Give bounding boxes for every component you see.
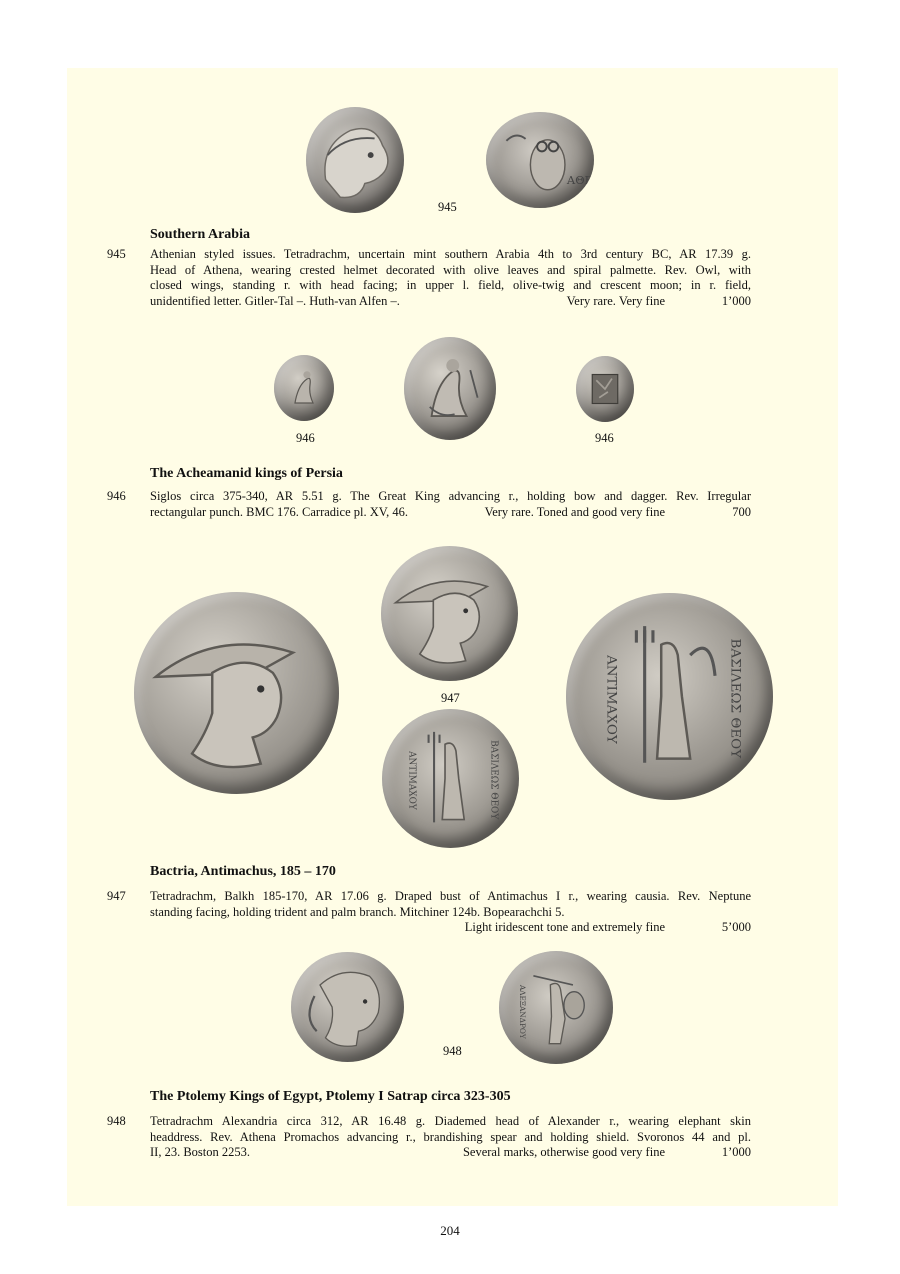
lot-946-price: 700 <box>732 504 751 519</box>
king-archer-icon <box>404 337 496 440</box>
desc-last-line: II, 23. Boston 2253. <box>150 1145 250 1160</box>
lot-948-description <box>150 1114 751 1161</box>
neptune-icon <box>566 593 773 800</box>
coin-legend-left: ΑΝΤΙΜΑΧΟΥ <box>603 655 619 744</box>
desc-line: standing facing, holding trident and palm branch. Mitchiner 124b. Bopearachchi 5. <box>150 904 565 919</box>
desc-line: closed wings, standing r. with head facing; in upper l. field, olive-twig and crescent moon; in r. field, <box>150 278 751 293</box>
coin-947-reverse-enlarged <box>566 593 773 800</box>
coin-legend-right: ΒΑΣΙΛΕΩΣ ΘΕΟΥ <box>488 740 499 820</box>
lot-946-heading: The Acheamanid kings of Persia <box>150 466 343 481</box>
coin-946-obverse-large <box>404 337 496 440</box>
coin-947-obverse-enlarged <box>134 592 339 794</box>
king-archer-icon <box>274 355 334 421</box>
page-number: 204 <box>440 1223 460 1238</box>
coin-948-obverse-alexander <box>291 952 404 1062</box>
coin-945-obverse-athena <box>306 107 404 213</box>
lot-947-description <box>150 889 751 936</box>
coin-947-obverse <box>381 546 518 681</box>
lot-947-heading: Bactria, Antimachus, 185 – 170 <box>150 864 336 879</box>
coin-947-reverse <box>382 709 519 848</box>
incuse-punch-icon <box>576 356 634 422</box>
desc-line: Tetradrachm, Balkh 185-170, AR 17.06 g. Draped bust of Antimachus I r., wearing causia. Rev. Neptune <box>150 889 751 903</box>
antimachus-bust-icon <box>381 546 518 681</box>
desc-line: Tetradrachm Alexandria circa 312, AR 16.48 g. Diademed head of Alexander r., wearing elephant skin <box>150 1114 751 1128</box>
coin-945-reverse-owl <box>486 112 594 208</box>
lot-946-image-label-2: 946 <box>595 431 614 445</box>
lot-945-number: 945 <box>107 247 126 261</box>
coin-legend-left: ΑΝΤΙΜΑΧΟΥ <box>406 751 417 810</box>
athena-promachos-icon <box>499 951 613 1064</box>
desc-line: Athenian styled issues. Tetradrachm, uncertain mint southern Arabia 4th to 3rd century BC, AR 17.39 g. <box>150 247 751 261</box>
lot-945-grade: Very rare. Very fine <box>566 293 665 308</box>
lot-948-grade: Several marks, otherwise good very fine <box>462 1145 665 1160</box>
coin-948-reverse-athena <box>499 951 613 1064</box>
lot-945-description <box>150 247 751 309</box>
lot-945-price: 1’000 <box>721 293 751 308</box>
lot-946-number: 946 <box>107 489 126 503</box>
coin-legend-right: ΒΑΣΙΛΕΩΣ ΘΕΟΥ <box>727 638 743 759</box>
lot-945-heading: Southern Arabia <box>150 227 250 242</box>
lot-948-number: 948 <box>107 1114 126 1128</box>
lot-947-image-label: 947 <box>441 691 460 705</box>
lot-948-image-label: 948 <box>443 1044 462 1058</box>
lot-948-price: 1’000 <box>721 1145 751 1160</box>
desc-line: headdress. Rev. Athena Promachos advancing r., brandishing spear and holding shield. Svoronos 44 and pl. <box>150 1129 751 1144</box>
lot-946-image-label-1: 946 <box>296 431 315 445</box>
lot-947-price: 5’000 <box>721 920 751 935</box>
desc-line: Siglos circa 375-340, AR 5.51 g. The Great King advancing r., holding bow and dagger. Rev. Irregular <box>150 489 751 503</box>
lot-948-heading: The Ptolemy Kings of Egypt, Ptolemy I Satrap circa 323-305 <box>150 1089 511 1104</box>
neptune-icon <box>382 709 519 848</box>
lot-947-grade: Light iridescent tone and extremely fine <box>464 920 665 935</box>
coin-946-reverse-punch <box>576 356 634 422</box>
owl-legend: ΑΘΕ <box>566 173 594 187</box>
athena-head-icon <box>306 107 404 213</box>
coin-legend: ΑΛΕΞΑΝΔΡΟΥ <box>517 984 527 1039</box>
lot-946-grade: Very rare. Toned and good very fine <box>484 504 665 519</box>
lot-947-number: 947 <box>107 889 126 903</box>
alexander-elephant-head-icon <box>291 952 404 1062</box>
owl-icon <box>486 112 594 208</box>
coin-946-obverse-small <box>274 355 334 421</box>
antimachus-bust-icon <box>134 592 339 794</box>
desc-last-line: rectangular punch. BMC 176. Carradice pl. XV, 46. <box>150 504 409 519</box>
lot-945-image-label: 945 <box>438 200 457 214</box>
desc-line: Head of Athena, wearing crested helmet decorated with olive leaves and spiral palmette. Rev. Owl, with <box>150 262 751 277</box>
lot-946-description <box>150 489 751 520</box>
desc-last-line: unidentified letter. Gitler-Tal –. Huth-van Alfen –. <box>150 293 400 308</box>
